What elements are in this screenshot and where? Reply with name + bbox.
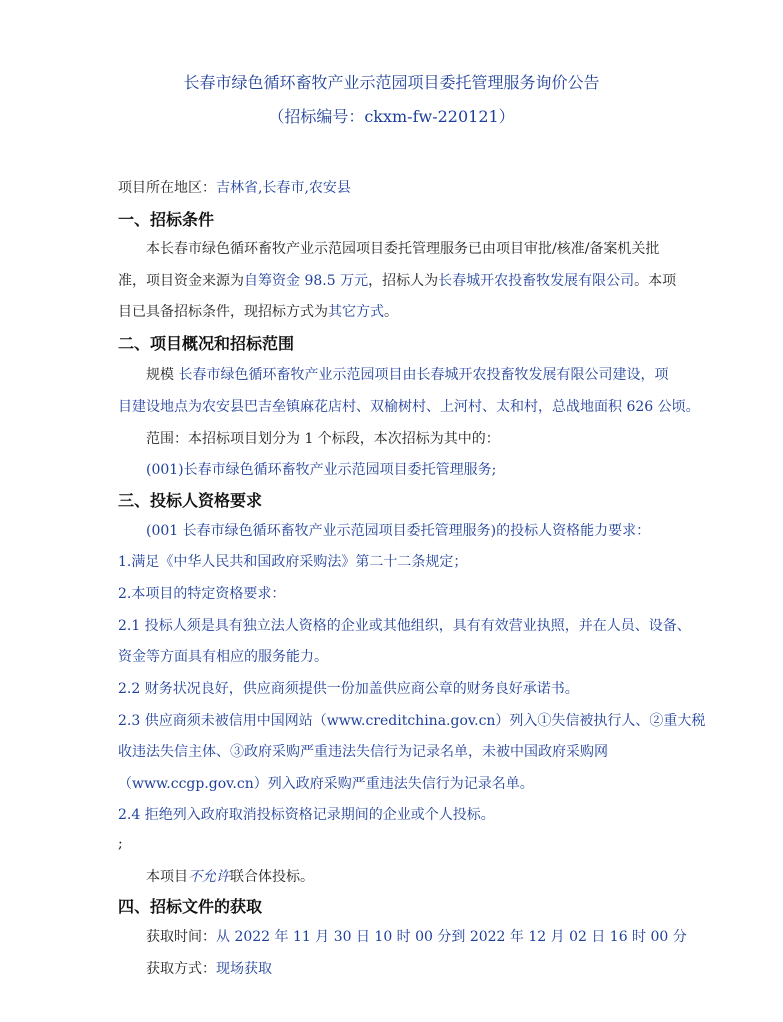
section1-line2 — [118, 270, 676, 290]
scale-label: 规模 — [146, 367, 174, 383]
qualification-item-2-3-line3: （www.ccgp.gov.cn）列入政府采购严重违法失信行为记录名单。 — [118, 776, 534, 792]
qualification-item-1: 1.满足《中华人民共和国政府采购法》第二十二条规定； — [118, 554, 468, 570]
region-value: 吉林省,长春市,农安县 — [216, 180, 351, 196]
section1-line1: 本长春市绿色循环畜牧产业示范园项目委托管理服务已由项目审批/核准/备案机关批 — [146, 241, 660, 257]
qualification-item-2-1-line1: 2.1 投标人须是具有独立法人资格的企业或其他组织，具有有效营业执照，并在人员、设备、 — [118, 618, 691, 634]
acquisition-time-value: 从 2022 年 11 月 30 日 10 时 00 分到 2022 年 12 月 02 日 16 时 00 分 — [216, 929, 687, 945]
bid-number: （招标编号：ckxm-fw-220121） — [268, 107, 515, 126]
qualification-item-2-3-line1: 2.3 供应商须未被信用中国网站（www.creditchina.gov.cn）列入①失信被执行人、②重大税 — [118, 713, 706, 729]
scale-text: 长春市绿色循环畜牧产业示范园项目由长春城开农投畜牧发展有限公司建设，项 — [178, 367, 669, 383]
qualification-item-2: 2.本项目的特定资格要求： — [118, 586, 286, 602]
qualification-item-2-1-line2: 资金等方面具有相应的服务能力。 — [118, 649, 328, 665]
acquisition-time-line — [146, 926, 687, 946]
section4-heading: 四、招标文件的获取 — [118, 897, 263, 916]
acquisition-method-value: 现场获取 — [216, 961, 272, 977]
range-line: 范围：本招标项目划分为 1 个标段，本次招标为其中的： — [146, 431, 500, 447]
scale-line1 — [146, 364, 668, 384]
section1-line3 — [118, 301, 398, 321]
section3-heading: 三、投标人资格要求 — [118, 491, 263, 510]
funding-value: 自筹资金 98.5 万元 — [244, 273, 369, 289]
section1-line2-end: 。本项 — [634, 273, 677, 289]
tenderer-label: ，招标人为 — [368, 273, 439, 289]
joint-bid-line — [146, 866, 314, 886]
section1-heading: 一、招标条件 — [118, 210, 215, 229]
region-label: 项目所在地区： — [118, 180, 216, 196]
joint-bid-value: 不允许 — [188, 869, 230, 885]
document-title: 长春市绿色循环畜牧产业示范园项目委托管理服务询价公告 — [183, 73, 600, 92]
joint-bid-prefix: 本项目 — [146, 869, 188, 885]
section1-line3-end: 。 — [384, 304, 398, 320]
qualification-item-2-2: 2.2 财务状况良好，供应商须提供一份加盖供应商公章的财务良好承诺书。 — [118, 681, 579, 697]
lot-line: (001)长春市绿色循环畜牧产业示范园项目委托管理服务; — [146, 462, 497, 478]
method-value: 其它方式 — [328, 304, 384, 320]
region-line — [118, 177, 351, 197]
acquisition-time-label: 获取时间： — [146, 929, 216, 945]
method-label: 目已具备招标条件，现招标方式为 — [118, 304, 328, 320]
section2-heading: 二、项目概况和招标范围 — [118, 334, 295, 353]
joint-bid-suffix: 联合体投标。 — [230, 869, 314, 885]
acquisition-method-line — [146, 958, 272, 978]
acquisition-method-label: 获取方式： — [146, 961, 216, 977]
separator-semicolon: ; — [118, 836, 123, 852]
qualification-intro: (001 长春市绿色循环畜牧产业示范园项目委托管理服务)的投标人资格能力要求： — [146, 523, 651, 539]
qualification-item-2-4: 2.4 拒绝列入政府取消投标资格记录期间的企业或个人投标。 — [118, 807, 495, 823]
qualification-item-2-3-line2: 收违法失信主体、③政府采购严重违法失信行为记录名单，未被中国政府采购网 — [118, 744, 608, 760]
tenderer-value: 长春城开农投畜牧发展有限公司 — [438, 273, 635, 289]
scale-line2: 目建设地点为农安县巴吉垒镇麻花店村、双榆树村、上河村、太和村，总战地面积 626 公顷。 — [118, 399, 700, 415]
funding-label: 准，项目资金来源为 — [118, 273, 244, 289]
